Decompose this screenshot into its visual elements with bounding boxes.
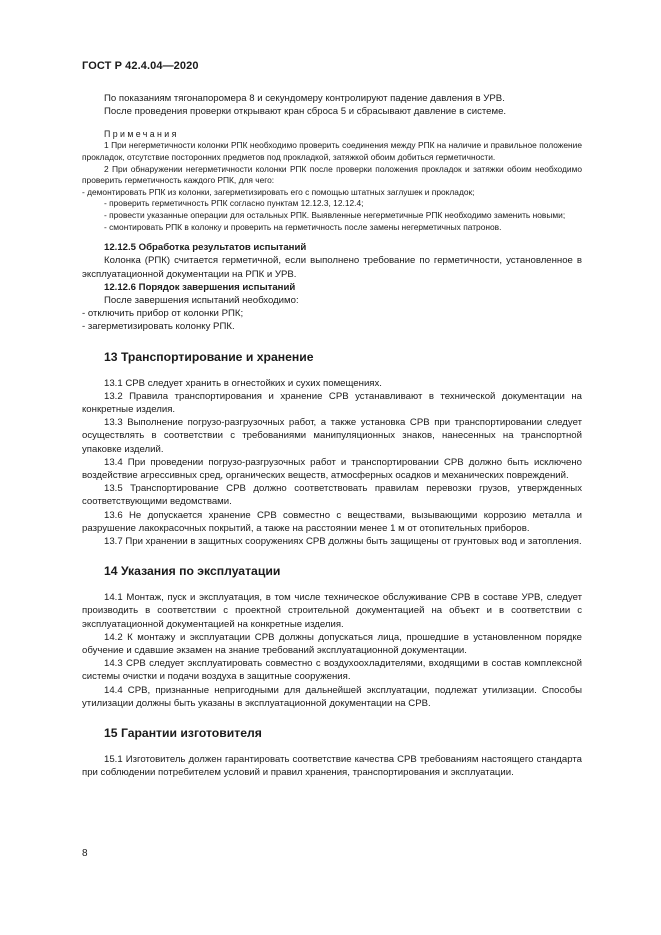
paragraph-15-1: 15.1 Изготовитель должен гарантировать соответствие качества СРВ требованиям настоящего стандарта при соблюдении потребителем условий и правил хранения, транспортирования и эксплуатации.: [82, 754, 582, 779]
section-heading-15: 15 Гарантии изготовителя: [104, 726, 262, 741]
paragraph-13-6: 13.6 Не допускается хранение СРВ совместно с веществами, вызывающими коррозию металла и разрушение лакокрасочных покрытий, а также на расстоянии менее 1 м от отопительных приборов.: [82, 509, 582, 534]
paragraph-14-1: 14.1 Монтаж, пуск и эксплуатация, в том числе техническое обслуживание СРВ в составе УРВ, следует производить в соответствии с проектной строительной документацией на объект и в соответствии с эксплуатационной документацией на конкретные изделия.: [82, 592, 582, 630]
paragraph-13-2: 13.2 Правила транспортирования и хранение СРВ устанавливают в технической документации на конкретные изделия.: [82, 390, 582, 415]
intro-paragraph-2: После проведения проверки открывают кран сброса 5 и сбрасывают давление в системе.: [104, 106, 507, 118]
subsection-heading-12-12-6: 12.12.6 Порядок завершения испытаний: [104, 281, 296, 293]
paragraph-14-4: 14.4 СРВ, признанные непригодными для дальнейшей эксплуатации, подлежат утилизации. Способы утилизации должны быть указаны в эксплуатационной документации на СРВ.: [82, 684, 582, 709]
note-bullet-3: - провести указанные операции для остальных РПК. Выявленные негерметичные РПК необходимо заменить новыми;: [104, 209, 566, 220]
note-bullet-1: - демонтировать РПК из колонки, загерметизировать его с помощью штатных заглушек и прокладок;: [82, 186, 475, 197]
section-heading-13: 13 Транспортирование и хранение: [104, 349, 314, 364]
paragraph-13-4: 13.4 При проведении погрузо-разгрузочных работ и транспортировании СРВ должно быть исключено воздействие агрессивных сред, органических веществ, атмосферных осадков и механических повреждений.: [82, 456, 582, 481]
note-2: 2 При обнаружении негерметичности колонки РПК после проверки положения прокладок и затяжки обоим необходимо проверить герметичность каждого РПК, для чего:: [82, 163, 582, 186]
notes-heading: Примечания: [104, 129, 179, 140]
paragraph-13-1: 13.1 СРВ следует хранить в огнестойких и сухих помещениях.: [104, 377, 382, 389]
subsection-text-12-12-6: После завершения испытаний необходимо:: [104, 294, 299, 306]
note-bullet-4: - смонтировать РПК в колонку и проверить на герметичность после замены негерметичных патронов.: [104, 221, 502, 232]
paragraph-13-7: 13.7 При хранении в защитных сооружениях СРВ должны быть защищены от грунтовых вод и затопления.: [104, 536, 582, 548]
section-heading-14: 14 Указания по эксплуатации: [104, 564, 281, 579]
page-number: 8: [82, 848, 88, 859]
list-item: - загерметизировать колонку РПК.: [82, 321, 235, 333]
note-1: 1 При негерметичности колонки РПК необходимо проверить соединения между РПК на наличие и правильное положение прокладок, отсутствие посторонних предметов под прокладкой, затяжкой обоим добиться герметичности.: [82, 140, 582, 162]
note-bullet-2: - проверить герметичность РПК согласно пунктам 12.12.3, 12.12.4;: [104, 198, 364, 209]
subsection-text-12-12-5: Колонка (РПК) считается герметичной, если выполнено требование по герметичности, установленное в эксплуатационной документации на РПК и УРВ.: [82, 255, 582, 280]
paragraph-14-2: 14.2 К монтажу и эксплуатации СРВ должны допускаться лица, прошедшие в установленном порядке обучение и сдавшие экзамен на знание требований эксплуатационной документации.: [82, 631, 582, 657]
page-content: [82, 92, 582, 779]
paragraph-13-5: 13.5 Транспортирование СРВ должно соответствовать правилам перевозки грузов, утвержденных соответствующими ведомствами.: [82, 483, 582, 508]
intro-paragraph-1: По показаниям тягонапоромера 8 и секундомеру контролируют падение давления в УРВ.: [104, 93, 505, 104]
list-item: - отключить прибор от колонки РПК;: [82, 308, 244, 320]
subsection-heading-12-12-5: 12.12.5 Обработка результатов испытаний: [104, 242, 307, 254]
document-code-header: ГОСТ Р 42.4.04—2020: [82, 60, 199, 72]
paragraph-13-3: 13.3 Выполнение погрузо-разгрузочных работ, а также установка СРВ при транспортировании следует осуществлять в соответствии с требованиями манипуляционных знаков, нанесенных на транспортной упаковке изделий.: [82, 417, 582, 455]
paragraph-14-3: 14.3 СРВ следует эксплуатировать совместно с воздухоохладителями, входящими в состав комплексной системы очистки и подачи воздуха в защитные сооружения.: [82, 658, 582, 683]
